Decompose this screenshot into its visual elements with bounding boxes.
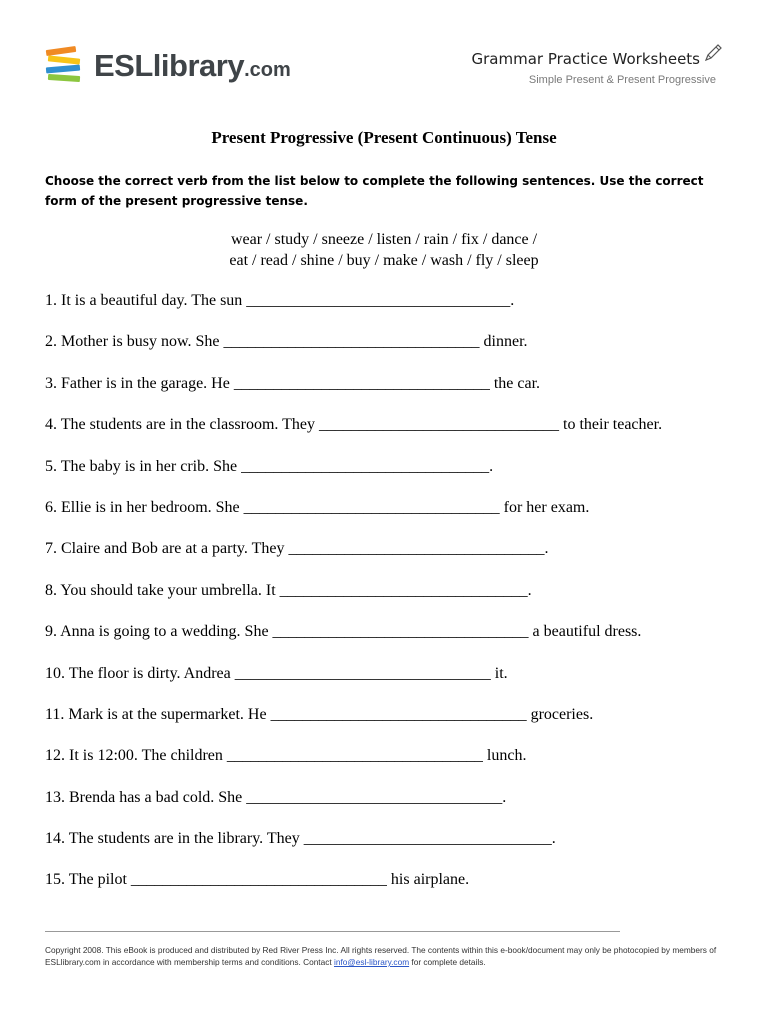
footer-text: Copyright 2008. This eBook is produced and distributed by Red River Press Inc. All rights reserved. The contents within this e-book/document may only be photocopied by members of ESLlibrary.com in accordance with membership terms and conditions. Contact xyxy=(45,945,717,967)
word-bank-line-1: wear / study / sneeze / listen / rain / fix / dance / xyxy=(230,231,538,248)
logo-name: ESLlibrary xyxy=(94,48,245,83)
question-10: 10. The floor is dirty. Andrea ________________________________ it. xyxy=(45,664,508,682)
contact-email-link[interactable]: info@esl-library.com xyxy=(333,957,410,967)
question-2: 2. Mother is busy now. She ________________________________ dinner. xyxy=(45,333,528,351)
instructions: Choose the correct verb from the list below to complete the following sentences. Use the correct form of the present progressive tense. xyxy=(45,174,704,208)
question-8: 8. You should take your umbrella. It _______________________________. xyxy=(45,581,532,599)
esl-library-logo[interactable] xyxy=(44,44,291,88)
series-subtitle: Simple Present & Present Progressive xyxy=(528,74,716,86)
series-title: Grammar Practice Worksheets xyxy=(471,50,700,68)
question-1: 1. It is a beautiful day. The sun _________________________________. xyxy=(45,292,515,309)
question-4: 4. The students are in the classroom. They ______________________________ to their teacher. xyxy=(45,416,663,434)
question-3: 3. Father is in the garage. He ________________________________ the car. xyxy=(45,374,541,392)
question-list xyxy=(45,290,735,911)
pencil-icon xyxy=(702,42,724,64)
question-7: 7. Claire and Bob are at a party. They ________________________________. xyxy=(45,540,549,558)
question-12: 12. It is 12:00. The children ________________________________ lunch. xyxy=(45,747,527,765)
logo-wordmark xyxy=(94,48,291,88)
question-13: 13. Brenda has a bad cold. She ________________________________. xyxy=(45,788,507,806)
worksheet-title: Present Progressive (Present Continuous) Tense xyxy=(211,128,557,147)
word-bank xyxy=(0,229,768,271)
question-9: 9. Anna is going to a wedding. She ________________________________ a beautiful dress. xyxy=(45,623,642,641)
question-6: 6. Ellie is in her bedroom. She ________________________________ for her exam. xyxy=(45,498,590,516)
question-11: 11. Mark is at the supermarket. He ________________________________ groceries. xyxy=(45,705,594,723)
logo-domain-suffix: .com xyxy=(244,59,291,81)
question-15: 15. The pilot ________________________________ his airplane. xyxy=(45,871,470,889)
copyright-footer xyxy=(45,944,725,968)
footer-text-end: for complete details. xyxy=(409,957,486,967)
books-logo-icon xyxy=(44,44,88,88)
question-5: 5. The baby is in her crib. She _______________________________. xyxy=(45,457,494,475)
word-bank-line-2: eat / read / shine / buy / make / wash / fly / sleep xyxy=(229,252,539,269)
question-14: 14. The students are in the library. They _______________________________. xyxy=(45,830,556,848)
footer-divider xyxy=(45,931,620,932)
